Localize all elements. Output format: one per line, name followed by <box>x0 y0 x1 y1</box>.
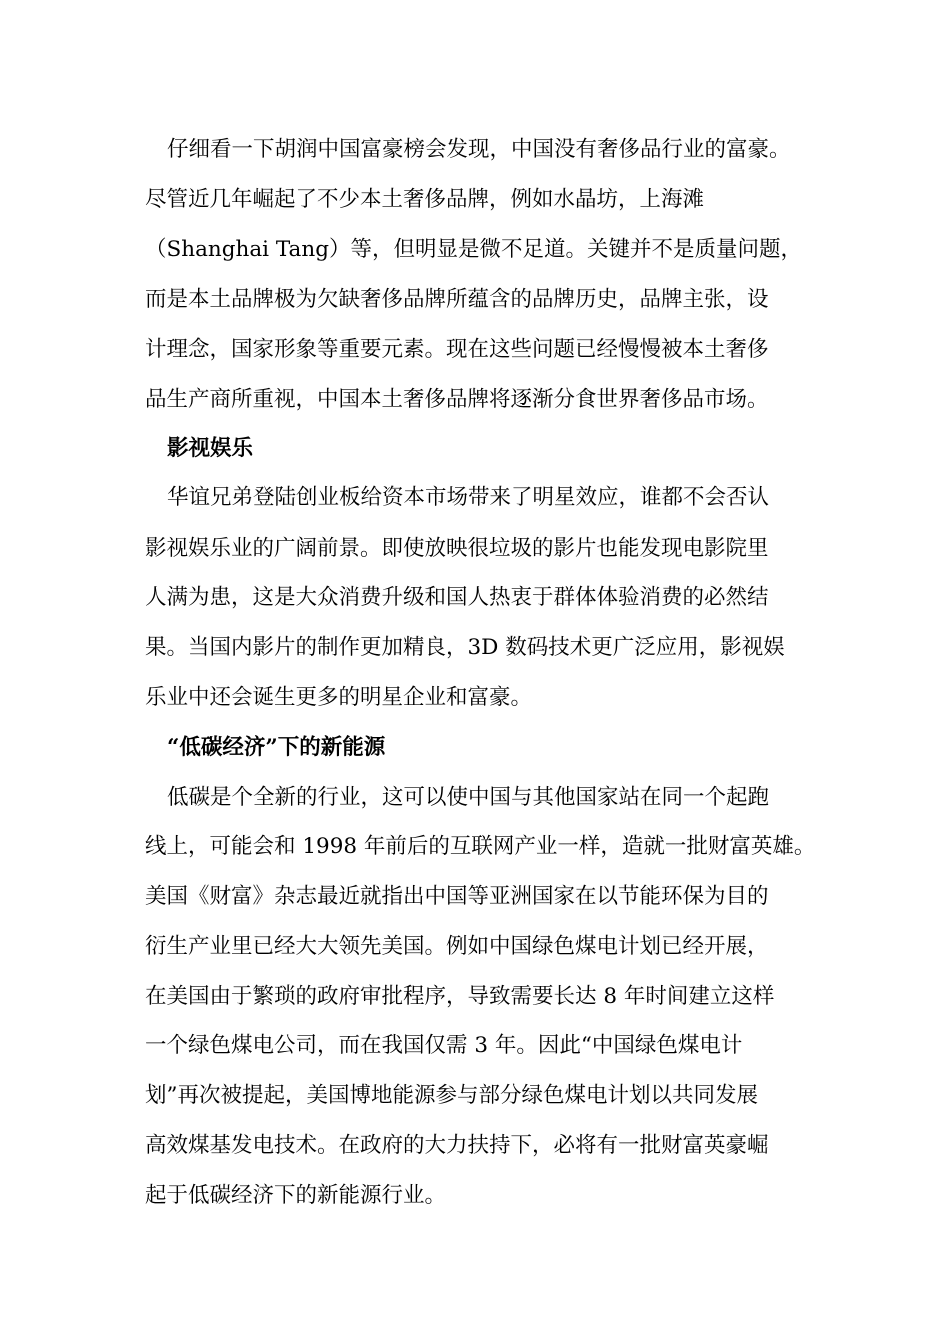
paragraph-line: 低碳是个全新的行业，这可以使中国与其他国家站在同一个起跑 <box>167 785 770 810</box>
paragraph-line: 计理念，国家形象等重要元素。现在这些问题已经慢慢被本土奢侈 <box>145 337 769 362</box>
paragraph-line: 衍生产业里已经大大领先美国。例如中国绿色煤电计划已经开展， <box>145 934 769 959</box>
paragraph-line: 尽管近几年崛起了不少本土奢侈品牌，例如水晶坊，上海滩 <box>145 187 705 212</box>
paragraph-line: 影视娱乐业的广阔前景。即使放映很垃圾的影片也能发现电影院里 <box>145 536 769 561</box>
paragraph-line: 乐业中还会诞生更多的明星企业和富豪。 <box>145 685 533 710</box>
paragraph-line: 果。当国内影片的制作更加精良，3D 数码技术更广泛应用，影视娱 <box>145 635 785 660</box>
paragraph-line: 划”再次被提起，美国博地能源参与部分绿色煤电计划以共同发展 <box>145 1083 758 1108</box>
paragraph-line: 人满为患，这是大众消费升级和国人热衷于群体体验消费的必然结 <box>145 585 769 610</box>
section-heading-new-energy: “低碳经济”下的新能源 <box>167 735 386 760</box>
paragraph-line: 而是本土品牌极为欠缺奢侈品牌所蕴含的品牌历史，品牌主张，设 <box>145 287 769 312</box>
paragraph-line: （Shanghai Tang）等，但明显是微不足道。关键并不是质量问题， <box>145 237 802 262</box>
paragraph-line: 起于低碳经济下的新能源行业。 <box>145 1183 447 1208</box>
paragraph-line: 线上，可能会和 1998 年前后的互联网产业一样，造就一批财富英雄。 <box>145 834 816 859</box>
paragraph-line: 一个绿色煤电公司，而在我国仅需 3 年。因此“中国绿色煤电计 <box>145 1033 743 1058</box>
paragraph-line: 美国《财富》杂志最近就指出中国等亚洲国家在以节能环保为目的 <box>145 884 769 909</box>
paragraph-line: 华谊兄弟登陆创业板给资本市场带来了明星效应，谁都不会否认 <box>167 485 770 510</box>
section-heading-entertainment: 影视娱乐 <box>167 436 254 461</box>
paragraph-line: 仔细看一下胡润中国富豪榜会发现，中国没有奢侈品行业的富豪。 <box>167 137 791 162</box>
paragraph-line: 品生产商所重视，中国本土奢侈品牌将逐渐分食世界奢侈品市场。 <box>145 387 769 412</box>
paragraph-line: 高效煤基发电技术。在政府的大力扶持下，必将有一批财富英豪崛 <box>145 1133 769 1158</box>
paragraph-line: 在美国由于繁琐的政府审批程序，导致需要长达 8 年时间建立这样 <box>145 984 775 1009</box>
